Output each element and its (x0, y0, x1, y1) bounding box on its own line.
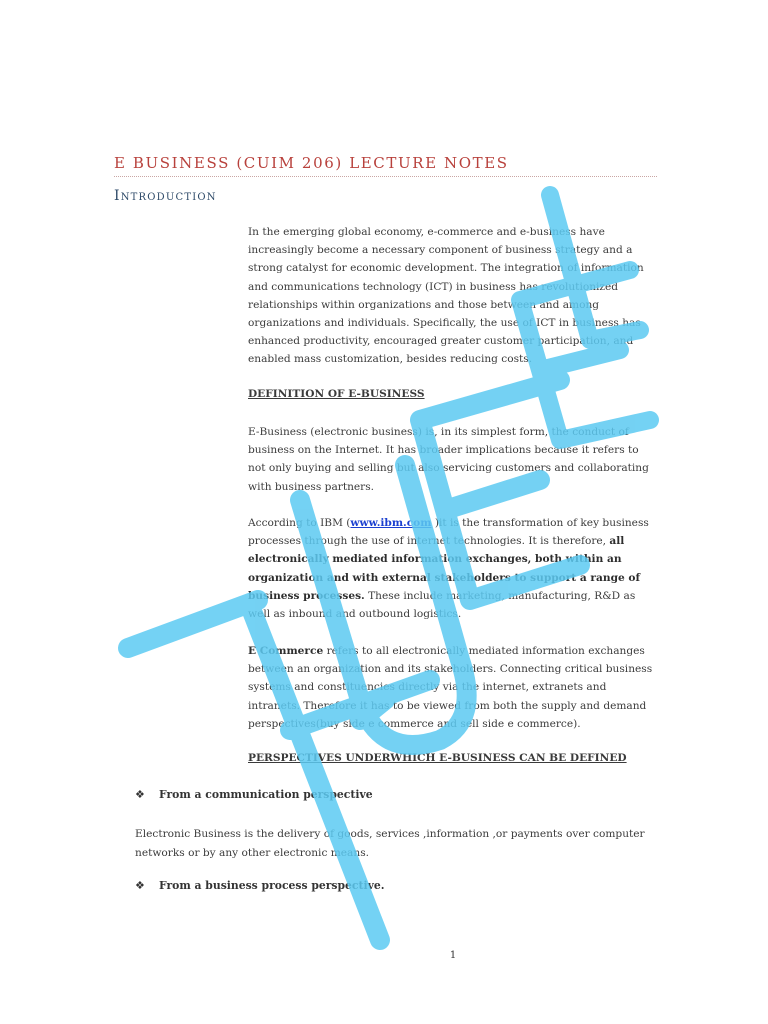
ibm-definition-paragraph (248, 514, 658, 623)
ibm-bold-text: all electronically mediated information exchanges, both within an organization and with external stakeholders to support a range of business processes. (248, 535, 641, 602)
definition-heading: DEFINITION OF E-BUSINESS (248, 388, 425, 400)
perspectives-heading: PERSPECTIVES UNDERWHICH E-BUSINESS CAN BE DEFINED (248, 752, 627, 764)
definition-paragraph: E-Business (electronic business) is, in its simplest form, the conduct of business on the Internet. It has broader implications because it refers to not only buying and selling but also servicing customers and collaborating with business partners. (248, 426, 649, 493)
diamond-bullet-icon: ❖ (135, 788, 145, 801)
ecommerce-term: E Commerce (248, 645, 324, 657)
intro-paragraph: In the emerging global economy, e-commerce and e-business have increasingly become a necessary component of business strategy and a strong catalyst for economic development. The integration of information and communications technology (ICT) in business has revolutionized relationships within organizations and those between and among organizations and individuals. Specifically, the use of ICT in business has enhanced productivity, encouraged greater customer participation, and enabled mass customization, besides reducing costs. (248, 226, 644, 366)
ecommerce-paragraph (248, 642, 658, 733)
page-number: 1 (449, 950, 457, 961)
communication-perspective-label: From a communication perspective (159, 788, 373, 801)
bullet-business-process-perspective (135, 879, 385, 892)
ibm-tail-text: These include marketing, manufacturing, R&D as well as inbound and outbound logistics. (248, 589, 636, 621)
ecommerce-text: refers to all electronically mediated information exchanges between an organization and its stakeholders. Connecting critical business systems and constituencies directly via the internet, extranets and intranets. Therefore it has to be viewed from both the supply and demand perspectives(buy side e commerce and sell side e commerce). (248, 645, 653, 730)
ibm-mid-text: )it is the transformation of key business processes through the use of internet technologies. It is therefore, (248, 517, 649, 548)
ibm-lead-text: According to IBM ( (248, 517, 351, 529)
bullet-communication-perspective (135, 788, 373, 801)
title-divider (114, 176, 657, 177)
business-process-perspective-label: From a business process perspective. (159, 879, 385, 892)
communication-perspective-paragraph: Electronic Business is the delivery of goods, services ,information ,or payments over computer networks or by any other electronic means. (135, 828, 645, 859)
section-heading-introduction: Introduction (114, 188, 217, 204)
diamond-bullet-icon: ❖ (135, 879, 145, 892)
ibm-link[interactable]: www.ibm.com (350, 517, 432, 529)
document-title: E BUSINESS (CUIM 206) LECTURE NOTES (114, 154, 509, 172)
